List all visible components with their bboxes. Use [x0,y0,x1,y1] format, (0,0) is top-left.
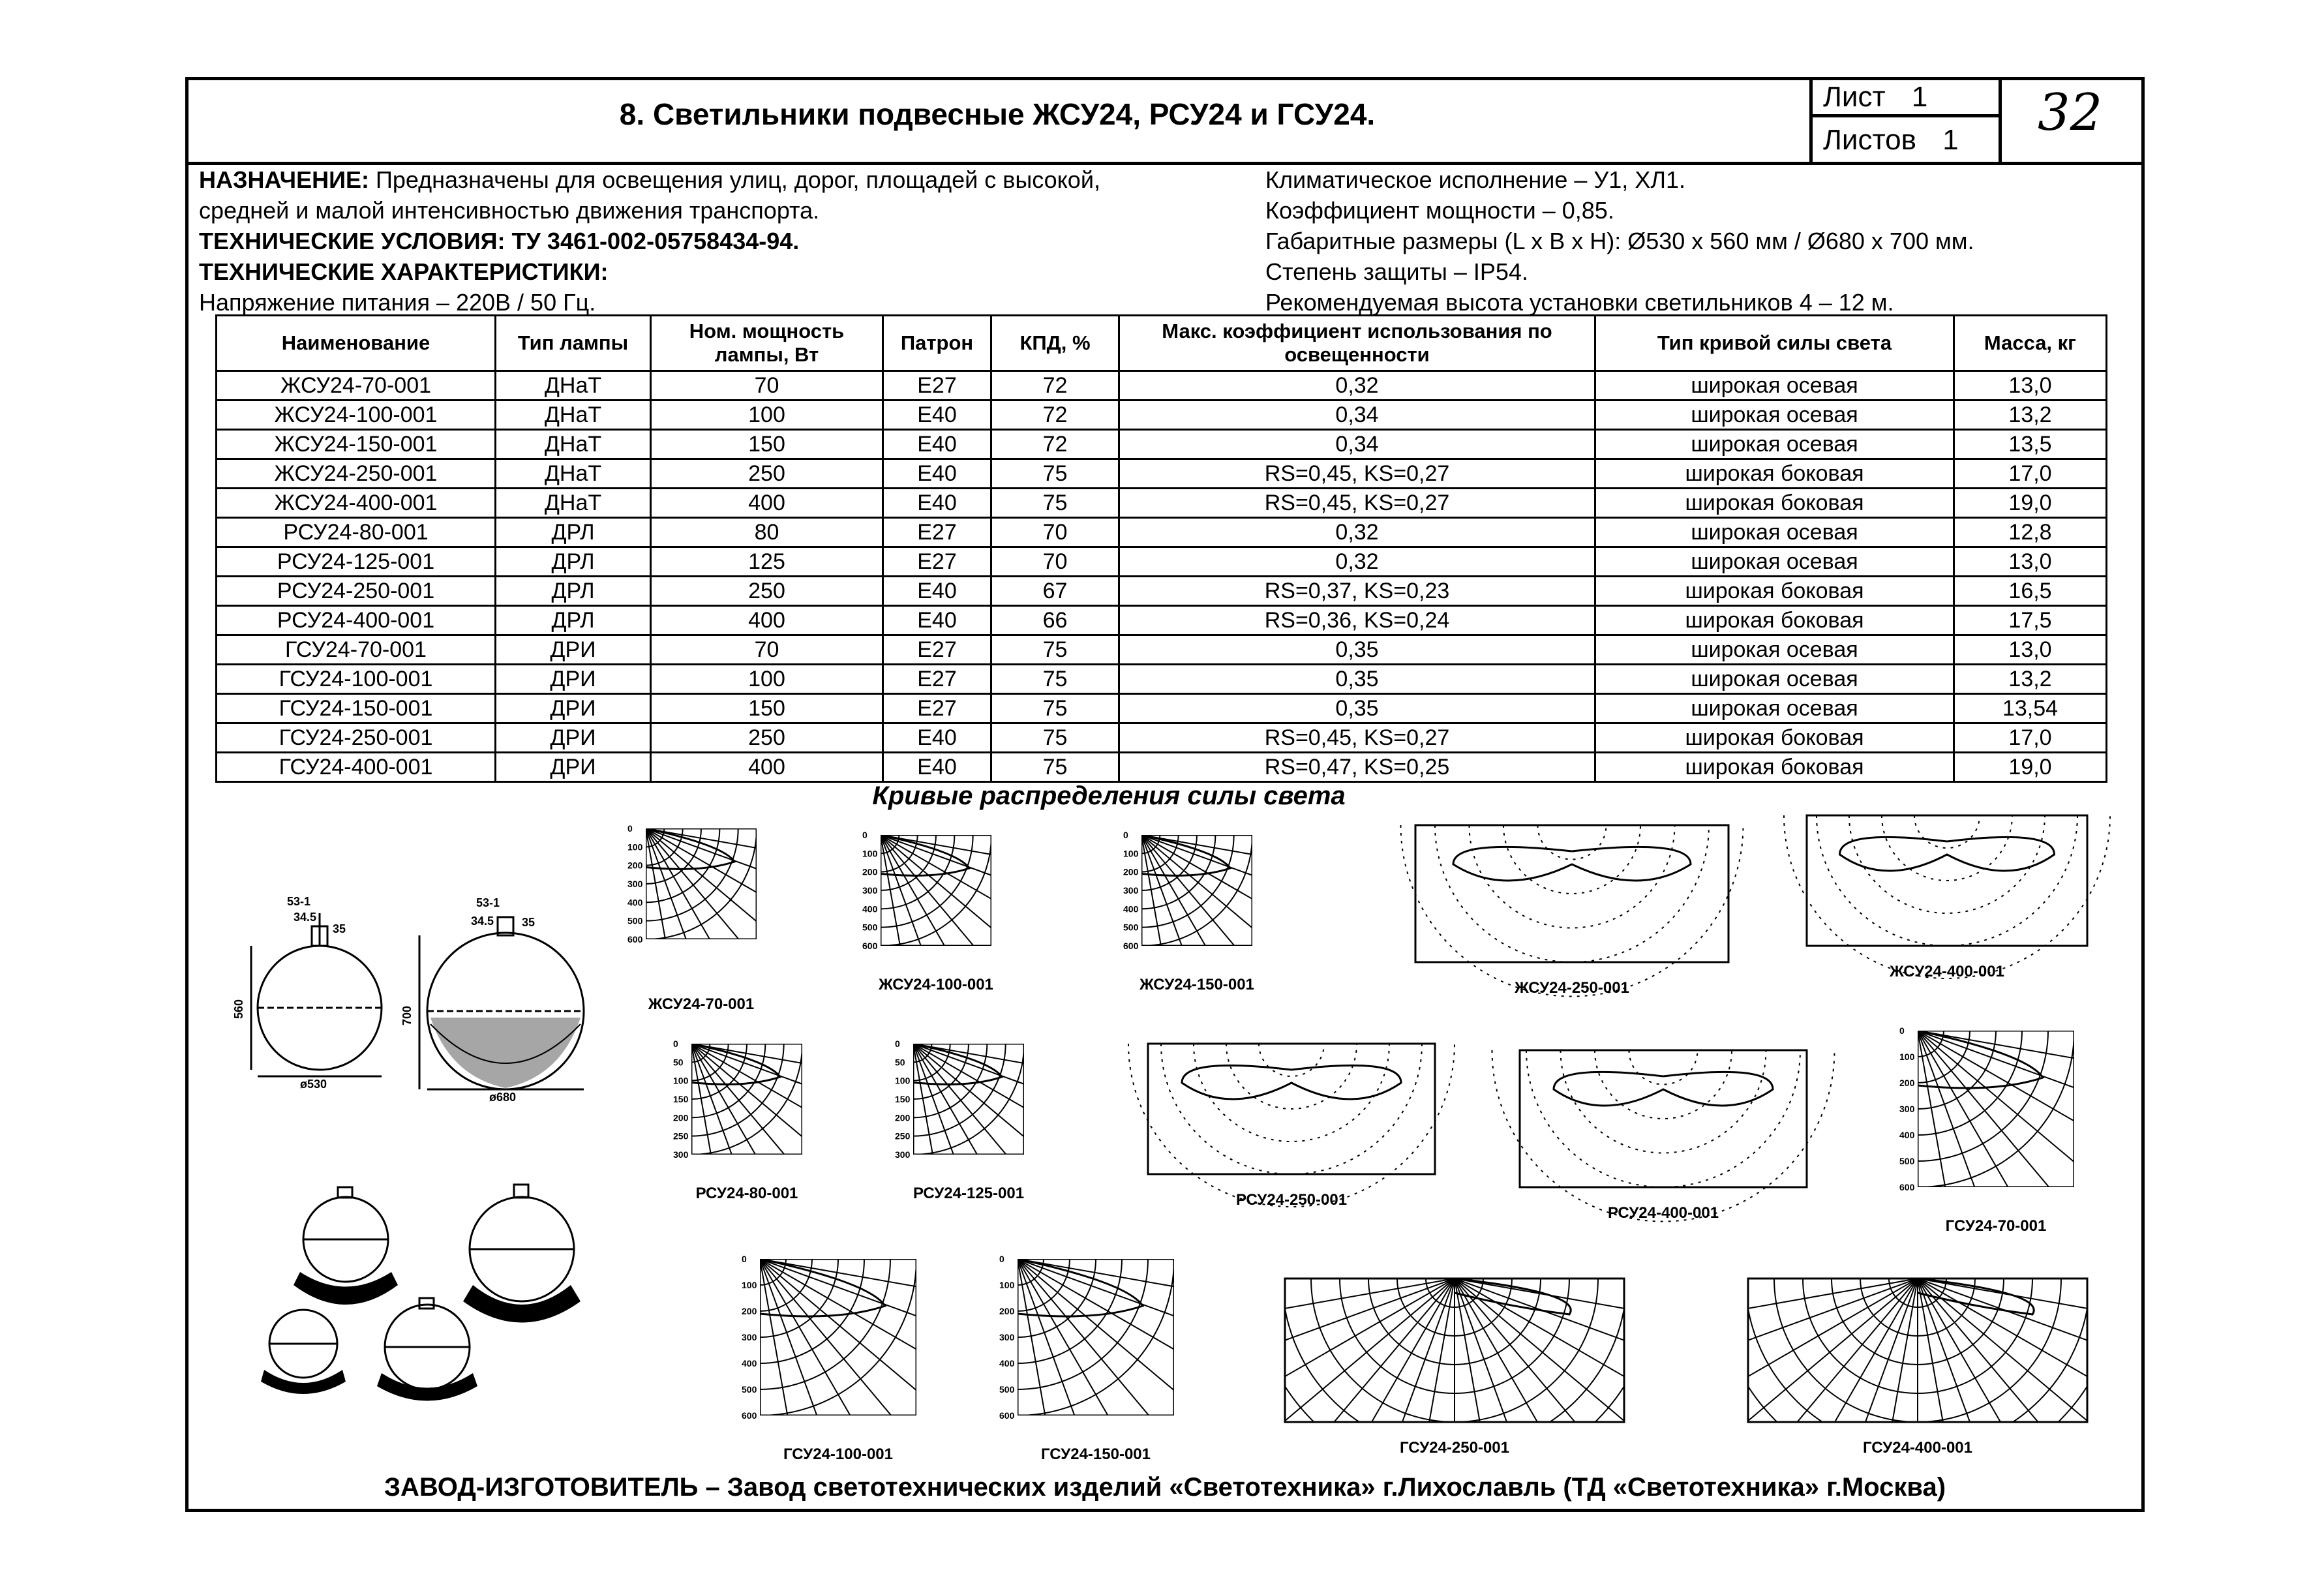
svg-text:400: 400 [1123,903,1139,915]
col-mass: Масса, кг [1954,316,2107,371]
table-cell: 150 [651,430,883,459]
install-height: Рекомендуемая высота установки светильников 4 – 12 м. [1265,289,1894,316]
curve-label: ЖСУ24-400-001 [1890,963,2004,980]
table-cell: ЖСУ24-250-001 [217,459,496,489]
svg-text:50: 50 [673,1057,684,1068]
table-cell: 70 [651,635,883,665]
table-cell: 125 [651,547,883,577]
sheets-label: Листов [1823,124,1916,156]
purpose-line-2: средней и малой интенсивностью движения транспорта. [199,197,820,224]
table-cell: ЖСУ24-100-001 [217,401,496,430]
table-cell: Е40 [883,753,991,782]
svg-text:200: 200 [1123,866,1139,877]
svg-text:600: 600 [999,1410,1015,1421]
table-cell: 19,0 [1954,753,2107,782]
svg-text:500: 500 [1899,1156,1915,1166]
table-cell: 19,0 [1954,489,2107,518]
table-cell: 13,5 [1954,430,2107,459]
svg-text:600: 600 [1899,1182,1915,1192]
table-cell: ГСУ24-250-001 [217,723,496,753]
polar-grid [998,1252,1194,1442]
table-row [217,753,2107,782]
table-cell: 13,2 [1954,401,2107,430]
svg-text:300: 300 [862,885,878,896]
table-cell: 0,34 [1119,401,1595,430]
intensity-curve [1182,1065,1401,1099]
svg-text:300: 300 [627,879,643,889]
table-cell: 17,0 [1954,723,2107,753]
polar-grid [1507,1044,1820,1200]
col-power: Ном. мощность лампы, Вт [651,316,883,371]
table-cell: ДРИ [496,753,651,782]
table-cell: 0,34 [1119,430,1595,459]
table-cell: Е40 [883,723,991,753]
sheet-value: 1 [1911,81,1928,113]
polar-grid [861,828,1011,972]
svg-text:250: 250 [673,1130,689,1142]
table-cell: РСУ24-400-001 [217,606,496,635]
svg-text:400: 400 [742,1358,757,1369]
table-cell: RS=0,45, KS=0,27 [1119,459,1595,489]
table-cell: ДРИ [496,694,651,723]
table-cell: Е40 [883,401,991,430]
table-cell: широкая осевая [1595,547,1954,577]
table-cell: 0,32 [1119,518,1595,547]
sheet-label: Лист [1823,81,1886,113]
intensity-curve [1453,847,1691,881]
curve-label: РСУ24-400-001 [1607,1204,1719,1222]
curve-chart-g70 [1898,1024,2094,1235]
svg-text:34.5: 34.5 [294,911,317,924]
luminaire-pictures [235,1174,600,1409]
table-cell: ДРИ [496,723,651,753]
curve-label: ГСУ24-250-001 [1400,1439,1509,1457]
svg-text:0: 0 [862,830,868,840]
svg-text:400: 400 [999,1358,1015,1369]
table-cell: широкая осевая [1595,665,1954,694]
curve-chart-r250 [1135,1037,1448,1209]
svg-text:0: 0 [742,1254,747,1264]
table-cell: Е27 [883,518,991,547]
spec-table [215,314,2107,783]
polar-grid [626,822,776,991]
svg-text:300: 300 [1899,1104,1915,1114]
svg-text:600: 600 [1123,941,1139,951]
tech-conditions: ТЕХНИЧЕСКИЕ УСЛОВИЯ: ТУ 3461-002-05758434-94. [199,228,800,254]
svg-text:600: 600 [862,941,878,951]
table-cell: Е40 [883,577,991,606]
table-cell: РСУ24-250-001 [217,577,496,606]
dimension-drawing [232,894,600,1104]
table-cell: 75 [991,665,1119,694]
svg-text:100: 100 [627,841,643,853]
table-cell: 0,32 [1119,371,1595,401]
table-cell: 250 [651,459,883,489]
svg-text:200: 200 [1899,1078,1915,1088]
svg-text:600: 600 [627,934,643,945]
polar-grid [740,1252,936,1442]
svg-text:500: 500 [627,915,643,926]
table-row [217,430,2107,459]
table-cell: широкая осевая [1595,430,1954,459]
svg-text:200: 200 [742,1306,757,1316]
table-cell: ДНаТ [496,401,651,430]
curve-chart-zh250 [1402,819,1742,997]
table-cell: 150 [651,694,883,723]
svg-text:0: 0 [1123,830,1128,840]
svg-text:ø680: ø680 [489,1091,517,1104]
table-cell: ДНаТ [496,489,651,518]
polar-grid [672,1037,822,1181]
svg-text:0: 0 [1899,1025,1905,1036]
curve-label: РСУ24-125-001 [913,1185,1025,1202]
table-cell: широкая боковая [1595,753,1954,782]
table-cell: РСУ24-80-001 [217,518,496,547]
svg-text:ø530: ø530 [300,1078,327,1091]
table-cell: 75 [991,694,1119,723]
curve-chart-r125 [894,1037,1044,1202]
table-cell: ДНаТ [496,430,651,459]
info-left [199,164,1100,318]
table-cell: 67 [991,577,1119,606]
manufacturer-footer: ЗАВОД-ИЗГОТОВИТЕЛЬ – Завод светотехнических изделий «Светотехника» г.Лихославль (ТД «Светотехника» г.Москва) [384,1473,1946,1502]
table-cell: ДРЛ [496,518,651,547]
voltage: Напряжение питания – 220В / 50 Гц. [199,289,596,316]
curve-chart-zh70 [626,822,776,1013]
table-cell: ДРИ [496,665,651,694]
purpose-line: НАЗНАЧЕНИЕ: Предназначены для освещения улиц, дорог, площадей с высокой, [199,166,1100,193]
table-cell: 75 [991,753,1119,782]
curve-chart-g100 [740,1252,936,1463]
table-cell: ГСУ24-100-001 [217,665,496,694]
curve-label: ГСУ24-150-001 [1041,1445,1151,1463]
curve-label: ЖСУ24-250-001 [1515,979,1629,997]
svg-text:150: 150 [895,1094,911,1104]
curve-chart-g150 [998,1252,1194,1463]
svg-text:100: 100 [1123,848,1139,859]
polar-grid [1898,1024,2094,1213]
svg-text:100: 100 [1899,1052,1915,1062]
svg-text:100: 100 [673,1075,689,1086]
table-cell: Е40 [883,489,991,518]
svg-text:150: 150 [673,1094,689,1104]
table-cell: широкая боковая [1595,489,1954,518]
svg-text:35: 35 [522,916,536,929]
table-cell: ДРЛ [496,577,651,606]
table-cell: широкая боковая [1595,577,1954,606]
table-header-row [217,316,2107,371]
svg-text:100: 100 [895,1075,911,1086]
svg-text:200: 200 [895,1112,911,1123]
table-row [217,518,2107,547]
curve-chart-g250 [1272,1272,1637,1457]
polar-grid [1735,1272,2100,1435]
svg-text:0: 0 [673,1038,678,1049]
polar-grid [1272,1272,1637,1435]
table-cell: ДНаТ [496,459,651,489]
table-cell: 75 [991,459,1119,489]
table-cell: 13,2 [1954,665,2107,694]
table-cell: RS=0,45, KS=0,27 [1119,723,1595,753]
table-cell: 80 [651,518,883,547]
table-cell: Е27 [883,547,991,577]
table-cell: 72 [991,371,1119,401]
svg-text:100: 100 [862,848,878,859]
table-cell: ГСУ24-150-001 [217,694,496,723]
table-cell: 75 [991,635,1119,665]
svg-text:400: 400 [627,897,643,908]
table-row [217,459,2107,489]
table-cell: RS=0,47, KS=0,25 [1119,753,1595,782]
curve-label: РСУ24-250-001 [1235,1191,1348,1209]
col-lamp: Тип лампы [496,316,651,371]
svg-text:200: 200 [862,866,878,877]
curve-chart-zh150 [1122,828,1272,993]
polar-grid [1122,828,1272,972]
col-curve-type: Тип кривой силы света [1595,316,1954,371]
dimensions: Габаритные размеры (L x B x H): Ø530 x 560 мм / Ø680 x 700 мм. [1265,228,1974,254]
svg-text:53-1: 53-1 [476,896,500,909]
page-number-box [1999,77,2145,162]
table-cell: 400 [651,489,883,518]
curves-title: Кривые распределения силы света [872,781,1346,810]
page-number: 32 [2038,83,2103,142]
polar-grid [894,1037,1044,1181]
table-cell: 0,35 [1119,635,1595,665]
svg-text:100: 100 [742,1280,757,1290]
table-row [217,577,2107,606]
table-cell: 250 [651,577,883,606]
svg-text:560: 560 [232,999,245,1019]
luminaire-illustrations [235,1174,600,1412]
svg-text:400: 400 [1899,1130,1915,1140]
table-row [217,547,2107,577]
table-cell: 100 [651,401,883,430]
curve-label: ЖСУ24-150-001 [1139,976,1254,993]
table-cell: 250 [651,723,883,753]
table-cell: 13,54 [1954,694,2107,723]
table-cell: 13,0 [1954,547,2107,577]
table-cell: RS=0,37, KS=0,23 [1119,577,1595,606]
polar-grid [1135,1037,1448,1187]
table-row [217,606,2107,635]
curve-label: ЖСУ24-100-001 [879,976,993,993]
info-right [1265,164,1974,318]
table-cell: 0,35 [1119,694,1595,723]
table-cell: ДРЛ [496,547,651,577]
col-efficiency: КПД, % [991,316,1119,371]
table-cell: 100 [651,665,883,694]
protection: Степень защиты – IP54. [1265,258,1528,285]
curve-label: ГСУ24-400-001 [1863,1439,1972,1457]
table-cell: широкая осевая [1595,401,1954,430]
table-cell: широкая боковая [1595,723,1954,753]
svg-text:0: 0 [627,823,633,834]
svg-text:700: 700 [400,1005,414,1025]
col-name: Наименование [217,316,496,371]
table-cell: ЖСУ24-400-001 [217,489,496,518]
table-cell: 13,0 [1954,371,2107,401]
svg-text:35: 35 [333,922,346,935]
curve-chart-zh400 [1794,809,2100,980]
table-cell: 12,8 [1954,518,2107,547]
table-cell: 0,35 [1119,665,1595,694]
polar-grid [1794,809,2100,959]
curve-chart-r80 [672,1037,822,1202]
table-row [217,665,2107,694]
table-cell: 72 [991,401,1119,430]
curve-label: ГСУ24-100-001 [783,1445,893,1463]
table-cell: 13,0 [1954,635,2107,665]
svg-text:0: 0 [999,1254,1004,1264]
curve-chart-r400 [1507,1044,1820,1222]
page-title: 8. Светильники подвесные ЖСУ24, РСУ24 и ГСУ24. [619,97,1376,131]
table-row [217,371,2107,401]
table-cell: 400 [651,753,883,782]
curve-chart-g400 [1735,1272,2100,1457]
table-cell: широкая осевая [1595,518,1954,547]
table-cell: RS=0,45, KS=0,27 [1119,489,1595,518]
climate: Климатическое исполнение – У1, ХЛ1. [1265,166,1685,193]
table-cell: широкая боковая [1595,606,1954,635]
svg-text:250: 250 [895,1130,911,1142]
table-cell: 17,5 [1954,606,2107,635]
table-cell: ГСУ24-400-001 [217,753,496,782]
polar-grid [1402,819,1742,975]
svg-text:300: 300 [999,1332,1015,1342]
sheets-value: 1 [1942,124,1959,156]
table-body [217,371,2107,782]
svg-text:0: 0 [895,1038,900,1049]
table-cell: 0,32 [1119,547,1595,577]
table-cell: 70 [651,371,883,401]
table-cell: широкая осевая [1595,371,1954,401]
table-cell: Е27 [883,635,991,665]
svg-text:50: 50 [895,1057,905,1068]
table-cell: 75 [991,489,1119,518]
col-socket: Патрон [883,316,991,371]
svg-text:400: 400 [862,903,878,915]
power-factor: Коэффициент мощности – 0,85. [1265,197,1614,224]
table-cell: ДРИ [496,635,651,665]
table-cell: 72 [991,430,1119,459]
luminaire-dimension-sketch [232,894,600,1104]
table-cell: 70 [991,518,1119,547]
table-row [217,401,2107,430]
table-cell: ЖСУ24-150-001 [217,430,496,459]
svg-text:600: 600 [742,1410,757,1421]
sheet-cell [1813,77,1999,117]
svg-text:300: 300 [742,1332,757,1342]
svg-text:53-1: 53-1 [287,895,311,908]
svg-text:100: 100 [999,1280,1015,1290]
table-cell: ЖСУ24-70-001 [217,371,496,401]
table-cell: Е27 [883,665,991,694]
svg-text:200: 200 [673,1112,689,1123]
svg-text:200: 200 [627,860,643,871]
col-utilization: Макс. коэффициент использования по освещенности [1119,316,1595,371]
curve-label: ЖСУ24-70-001 [648,995,755,1013]
table-cell: Е27 [883,371,991,401]
table-cell: Е40 [883,430,991,459]
table-cell: широкая осевая [1595,694,1954,723]
svg-text:300: 300 [895,1149,911,1160]
table-cell: 400 [651,606,883,635]
intensity-curve [1840,837,2055,871]
svg-text:500: 500 [862,922,878,933]
table-cell: 16,5 [1954,577,2107,606]
table-cell: широкая осевая [1595,635,1954,665]
table-cell: ГСУ24-70-001 [217,635,496,665]
title-block [185,77,2145,165]
sheet-box [1809,77,1999,162]
table-row [217,635,2107,665]
table-cell: RS=0,36, KS=0,24 [1119,606,1595,635]
table-row [217,694,2107,723]
sheets-cell [1813,120,1999,160]
table-cell: ДНаТ [496,371,651,401]
table-cell: широкая боковая [1595,459,1954,489]
svg-text:500: 500 [742,1384,757,1395]
svg-text:500: 500 [1123,922,1139,933]
curve-label: РСУ24-80-001 [695,1185,798,1202]
table-cell: ДРЛ [496,606,651,635]
table-cell: РСУ24-125-001 [217,547,496,577]
intensity-curve [1554,1072,1773,1106]
table-cell: Е40 [883,459,991,489]
table-row [217,723,2107,753]
curve-label: ГСУ24-70-001 [1945,1217,2047,1235]
table-cell: Е40 [883,606,991,635]
curve-chart-zh100 [861,828,1011,993]
tech-characteristics: ТЕХНИЧЕСКИЕ ХАРАКТЕРИСТИКИ: [199,258,609,285]
table-cell: 17,0 [1954,459,2107,489]
table-cell: Е27 [883,694,991,723]
svg-text:500: 500 [999,1384,1015,1395]
svg-text:300: 300 [673,1149,689,1160]
table-cell: 66 [991,606,1119,635]
svg-text:200: 200 [999,1306,1015,1316]
svg-text:300: 300 [1123,885,1139,896]
table-cell: 75 [991,723,1119,753]
table-row [217,489,2107,518]
svg-text:34.5: 34.5 [471,915,494,928]
table-cell: 70 [991,547,1119,577]
